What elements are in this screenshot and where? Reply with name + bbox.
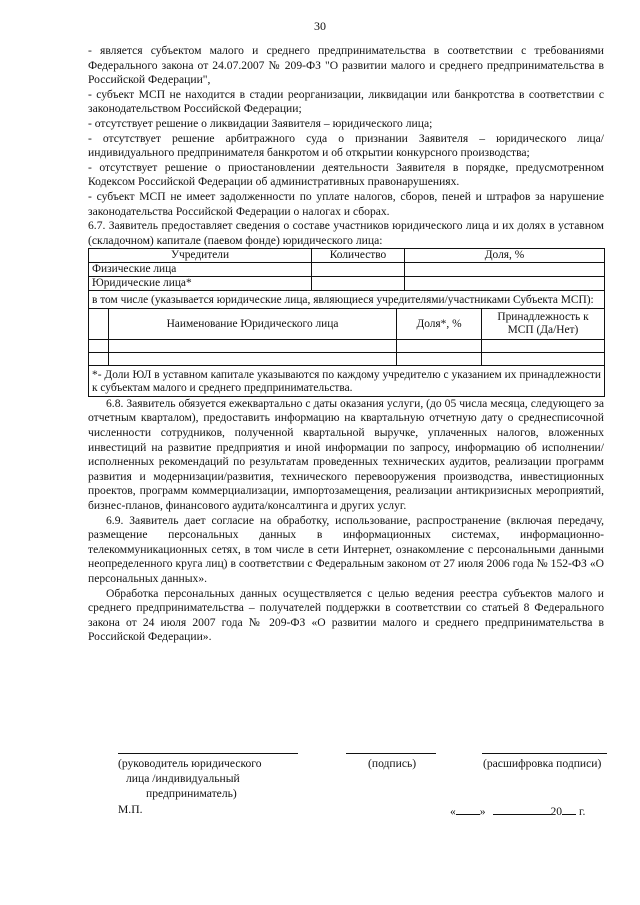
section-6-8: 6.8. Заявитель обязуется ежеквартально с даты оказания услуги, (до 05 числа месяца, следующего за отчетным кварталом), предоставить информацию на квартальную отчетную дату о среднесписочной численности сотрудников, полученной квартальной выручке, уплаченных налогов, вложенных инвестиций на развитие предприятия и иной информации по запросу, информацию об исполнении/исполненных рекомендаций по результатам проведенных технических аудитов, реализации программ развития и модернизации/развития, технического перевооружения производства, инвестиционных проектов, программ коммерциализации, импортозамещения, реализации антикризисных мероприятий, бизнес-планов, финансового аудита/консалтинга и других услуг. [88, 396, 604, 512]
head-signature-line [118, 753, 298, 754]
head-label-line3: предприниматель) [146, 787, 237, 800]
decoding-line [482, 753, 607, 754]
bullet-item: - отсутствует решение о ликвидации Заявителя – юридического лица; [88, 116, 433, 130]
founders-cell [405, 277, 605, 291]
bullet-item: - субъект МСП не имеет задолженности по уплате налогов, сборов, пеней и штрафов за нарушение законодательства Российской Федерации о налогах и сборах. [88, 189, 604, 218]
date-year-blank [562, 803, 576, 815]
section-6-7: 6.7. Заявитель предоставляет сведения о составе участников юридического лица и их долях в уставном (складочном) капитале (паевом фонде) юридического лица: [88, 219, 604, 247]
legal-cell [397, 352, 482, 365]
founders-cell [405, 263, 605, 277]
legal-cell [109, 352, 397, 365]
legal-header-name: Наименование Юридического лица [109, 309, 397, 339]
legal-cell [482, 339, 605, 352]
section-6-9: 6.9. Заявитель дает согласие на обработку, использование, распространение (включая передачу, размещение персональных данных в информационных системах, информационно-телекоммуникационных сетях, в том числе в сети Интернет, ознакомление с персональными данными неопределенного круга лиц) в соответствии с Федеральным законом от 27 июля 2006 года № 152-ФЗ «О персональных данных». [88, 513, 604, 585]
bullet-item: - отсутствует решение о приостановлении деятельности Заявителя в порядке, предусмотренном Кодексом Российской Федерации об административных правонарушениях. [88, 160, 604, 189]
founders-table [88, 248, 605, 309]
founders-cell [312, 263, 405, 277]
founders-header-count: Количество [312, 249, 405, 263]
legal-entities-table [88, 309, 605, 397]
head-label-line2: лица /индивидуальный [126, 772, 240, 785]
founders-row-label: Физические лица [89, 263, 312, 277]
bullet-item: - отсутствует решение арбитражного суда о признании Заявителя – юридического лица/индивидуального предпринимателя банкротом и об открытии конкурсного производства; [88, 131, 604, 160]
founders-row-label: Юридические лица* [89, 277, 312, 291]
date-day-blank [456, 803, 480, 815]
signature-block [0, 740, 640, 860]
legal-header-sme: Принадлежность к МСП (Да/Нет) [482, 309, 605, 339]
founders-header-founders: Учредители [89, 249, 312, 263]
date-month-blank [493, 803, 551, 815]
bullet-item: - является субъектом малого и среднего предпринимательства в соответствии с требованиями Федерального закона от 24.07.2007 № 209-ФЗ "О развитии малого и среднего предпринимательства в Российской Федерации", [88, 44, 604, 87]
signature-label: (подпись) [368, 757, 417, 770]
signature-line [346, 753, 436, 754]
founders-cell [312, 277, 405, 291]
processing-paragraph: Обработка персональных данных осуществляется с целью ведения реестра субъектов малого и среднего предпринимательства – получателей поддержки в соответствии со статьей 8 Федерального закона от 24 июля 2007 года № 209-ФЗ «О развитии малого и среднего предпринимательства в Российской Федерации». [88, 586, 604, 644]
document-body [88, 44, 604, 645]
head-label-line1: (руководитель юридического [118, 757, 262, 770]
table-footnote: *- Доли ЮЛ в уставном капитале указываются по каждому учредителю с указанием их принадлежности к субъектам малого и среднего предпринимательства. [89, 365, 605, 396]
stamp-label: М.П. [118, 803, 143, 816]
founders-note: в том числе (указывается юридические лица, являющиеся учредителями/участниками Субъекта МСП): [89, 291, 605, 309]
date-field: « » 20 г. [450, 805, 586, 818]
legal-cell [482, 352, 605, 365]
page-number: 30 [314, 19, 326, 33]
legal-header-share: Доля*, % [397, 309, 482, 339]
legal-cell [397, 339, 482, 352]
legal-cell [109, 339, 397, 352]
bullet-item: - субъект МСП не находится в стадии реорганизации, ликвидации или банкротства в соответствии с законодательством Российской Федерации; [88, 87, 604, 116]
founders-header-share: Доля, % [405, 249, 605, 263]
decoding-label: (расшифровка подписи) [483, 757, 602, 770]
